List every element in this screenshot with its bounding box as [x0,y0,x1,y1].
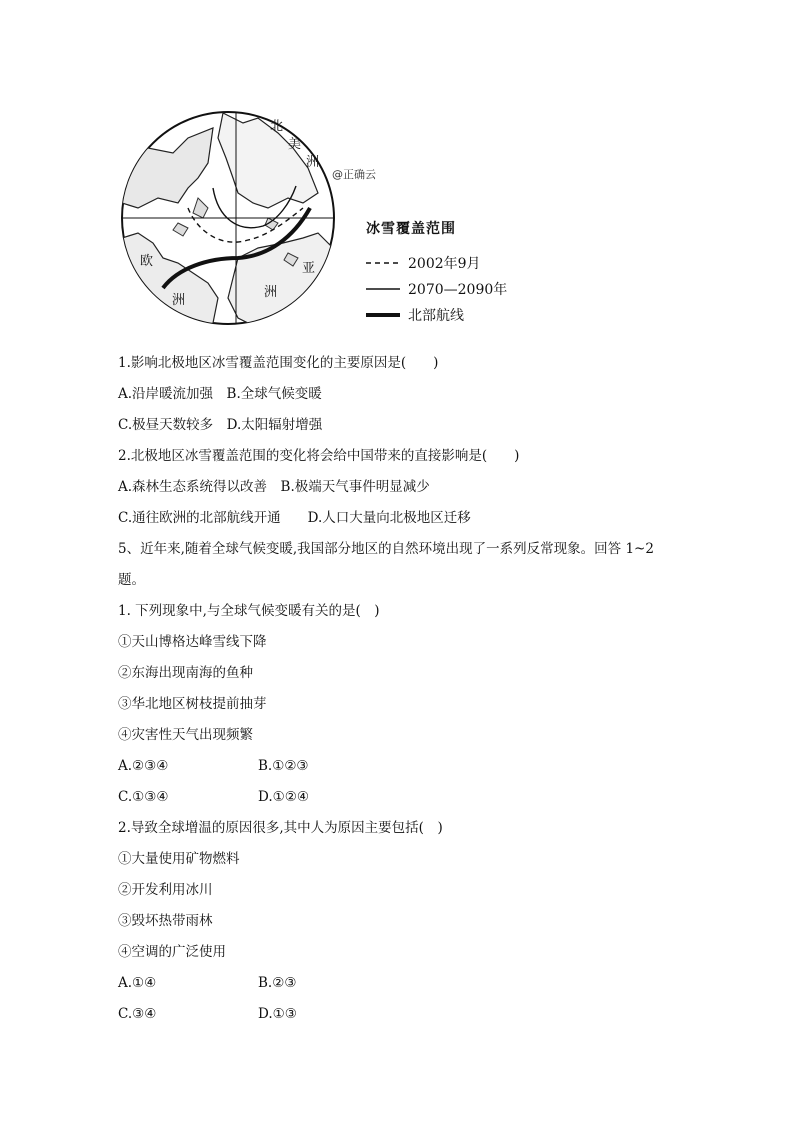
continent-label-america-zhou: 洲 [306,155,320,170]
legend-item-bold [366,302,516,328]
q5-1-option-a: A.②③④ [118,758,169,774]
section-5-intro-line1: 5、近年来,随着全球气候变暖,我国部分地区的自然环境出现了一系列反常现象。回答 1~2 [118,541,654,557]
q5-2-options-ab [118,968,698,999]
legend-title: 冰雪覆盖范围 [366,221,456,237]
question-1-options-cd: C.极昼天数较多 D.太阳辐射增强 [118,417,323,433]
q5-2-options-cd [118,999,698,1030]
continent-label-america: 美 [288,137,302,152]
question-2-stem: 2.北极地区冰雪覆盖范围的变化将会给中国带来的直接影响是( ) [118,448,520,464]
section-5-intro-line2: 题。 [118,572,145,588]
q5-1-item-4: ④灾害性天气出现频繁 [118,727,253,743]
q5-1-stem: 1. 下列现象中,与全球气候变暖有关的是( ) [118,603,380,619]
q5-1-item-2: ②东海出现南海的鱼种 [118,665,253,681]
q5-1-option-d: D.①②④ [258,789,309,805]
continent-label-asia-zhou: 洲 [264,285,278,300]
legend-bold-swatch [366,311,400,319]
q5-2-option-c: C.③④ [118,1006,157,1022]
question-1-stem: 1.影响北极地区冰雪覆盖范围变化的主要原因是( ) [118,355,439,371]
q5-1-item-1: ①天山博格达峰雪线下降 [118,634,267,650]
q5-2-item-1: ①大量使用矿物燃料 [118,851,240,867]
q5-2-option-d: D.①③ [258,1006,297,1022]
arctic-globe-map [118,108,338,334]
continent-label-north: 北 [270,119,284,134]
q5-2-option-a: A.①④ [118,975,157,991]
question-2-options-cd: C.通往欧洲的北部航线开通 D.人口大量向北极地区迁移 [118,510,471,526]
legend-label-dashed: 2002年9月 [408,256,481,272]
continent-label-europe-zhou: 洲 [172,293,186,308]
continent-label-asia: 亚 [302,261,316,276]
legend-label-bold: 北部航线 [408,308,464,324]
legend-solid-swatch [366,285,400,293]
q5-2-item-3: ③毁坏热带雨林 [118,913,213,929]
watermark-text: @正确云 [332,168,376,181]
legend-item-solid [366,276,516,302]
question-2-options-ab: A.森林生态系统得以改善 B.极端天气事件明显减少 [118,479,430,495]
question-text-block [118,348,698,1030]
q5-1-option-c: C.①③④ [118,789,169,805]
q5-1-item-3: ③华北地区树枝提前抽芽 [118,696,267,712]
q5-1-options-ab [118,751,698,782]
legend-dashed-swatch [366,259,400,267]
q5-2-option-b: B.②③ [258,975,297,991]
arctic-map-figure [118,108,518,334]
map-legend [366,218,516,328]
q5-1-option-b: B.①②③ [258,758,309,774]
legend-label-solid: 2070—2090年 [408,282,508,298]
q5-1-options-cd [118,782,698,813]
legend-item-dashed [366,250,516,276]
q5-2-item-2: ②开发利用冰川 [118,882,213,898]
q5-2-item-4: ④空调的广泛使用 [118,944,226,960]
q5-2-stem: 2.导致全球增温的原因很多,其中人为原因主要包括( ) [118,820,443,836]
question-1-options-ab: A.沿岸暖流加强 B.全球气候变暖 [118,386,322,402]
continent-label-europe: 欧 [140,254,154,269]
